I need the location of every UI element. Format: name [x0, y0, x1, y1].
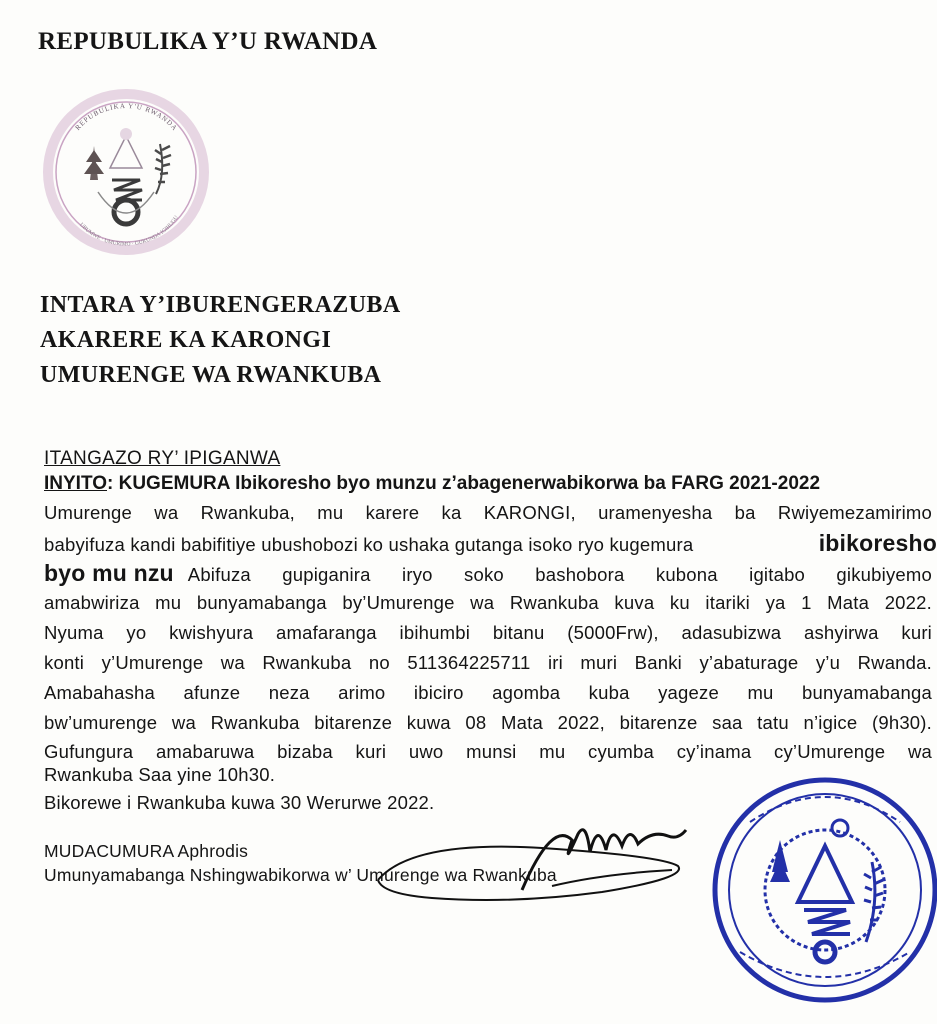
emblem-ring-top: REPUBULIKA Y'U RWANDA [73, 101, 180, 133]
sector-title: UMURENGE WA RWANKUBA [40, 362, 382, 388]
handwritten-signature [372, 800, 702, 910]
national-emblem [42, 84, 210, 256]
notice-line-1: Umurenge wa Rwankuba, mu karere ka KARONGI, uramenyesha ba Rwiyemezamirimo [44, 502, 932, 523]
notice-subject [44, 473, 820, 495]
notice-line-3-text: Abifuza gupiganira iryo soko bashobora kubona igitabo gikubiyemo [187, 564, 932, 585]
date-line: Bikorewe i Rwankuba kuwa 30 Werurwe 2022. [44, 792, 435, 813]
bold-item-b: byo mu nzu [44, 560, 174, 586]
emblem-ring-bottom: UBUMWE · UMURIMO · GUKUNDA IGIHUGU [78, 214, 180, 248]
signatory-title: Umunyamabanga Nshingwabikorwa w’ Umurenge wa Rwankuba [44, 865, 557, 885]
bold-item-a: ibikoresho [818, 530, 937, 556]
subject-text: : KUGEMURA Ibikoresho byo munzu z’abagenerwabikorwa ba FARG 2021-2022 [107, 473, 821, 494]
notice-line-5: Nyuma yo kwishyura amafaranga ibihumbi bitanu (5000Frw), adasubizwa ashyirwa kuri [44, 622, 932, 643]
notice-line-2 [44, 532, 937, 556]
notice-line-4: amabwiriza mu bunyamabanga by’Umurenge wa Rwankuba kuva ku itariki ya 1 Mata 2022. [44, 592, 932, 613]
notice-heading: ITANGAZO RY’ IPIGANWA [44, 448, 281, 469]
district-title: AKARERE KA KARONGI [40, 327, 332, 353]
official-stamp [700, 752, 937, 1022]
province-title: INTARA Y’IBURENGERAZUBA [40, 292, 401, 318]
notice-line-7: Amabahasha afunze neza arimo ibiciro agomba kuba yageze mu bunyamabanga [44, 682, 932, 703]
notice-line-8: bw’umurenge wa Rwankuba bitarenze kuwa 08 Mata 2022, bitarenze saa tatu n’igice (9h30). [44, 712, 932, 733]
notice-line-9: Gufungura amabaruwa bizaba kuri uwo munsi mu cyumba cy’inama cy’Umurenge wa [44, 741, 932, 762]
notice-line-3 [44, 562, 932, 586]
country-title: REPUBULIKA Y’U RWANDA [38, 28, 378, 55]
notice-line-10: Rwankuba Saa yine 10h30. [44, 764, 276, 785]
notice-line-2-text: babyifuza kandi babifitiye ubushobozi ko ushaka gutanga isoko ryo kugemura [44, 534, 694, 555]
subject-label: INYITO [44, 473, 107, 494]
notice-line-6: konti y’Umurenge wa Rwankuba no 511364225711 iri muri Banki y’abaturage y’u Rwanda. [44, 652, 932, 673]
signatory-name: MUDACUMURA Aphrodis [44, 841, 249, 861]
